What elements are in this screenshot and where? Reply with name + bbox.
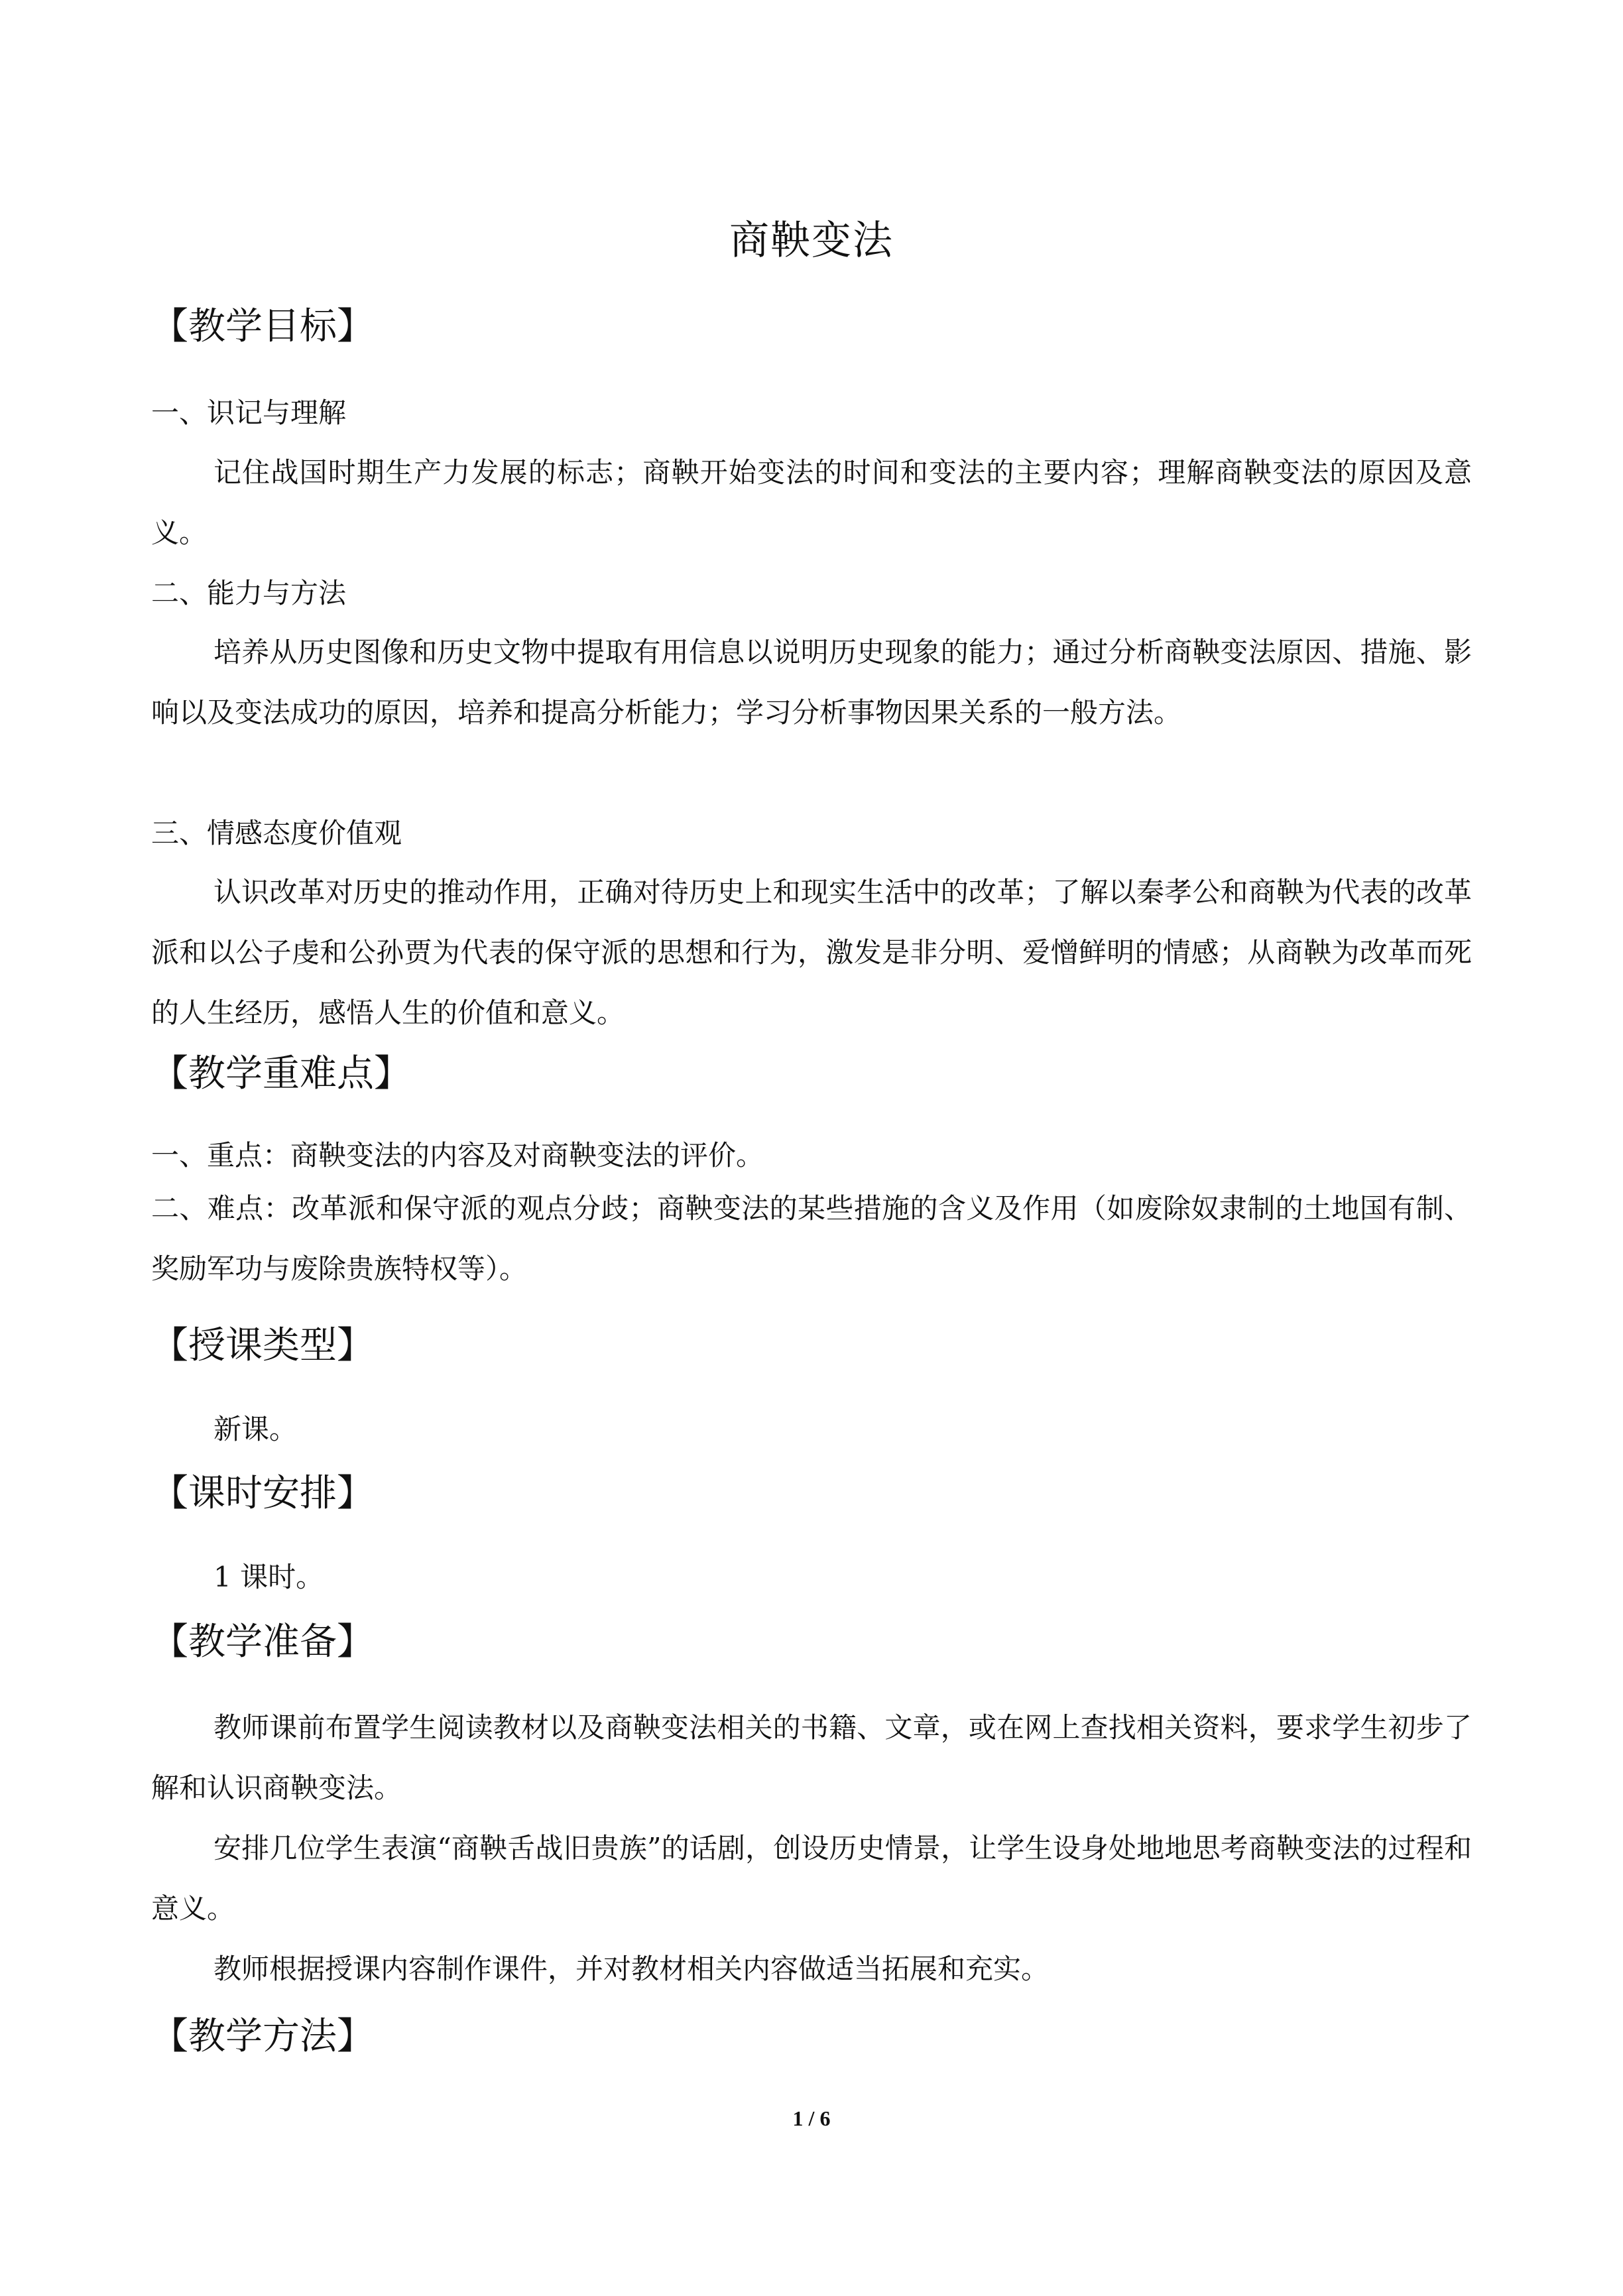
- lesson-type-text: 新课。: [213, 1413, 298, 1445]
- objective-2-title: 二、能力与方法: [151, 577, 347, 609]
- heading-lesson-type: 【授课类型】: [151, 1324, 374, 1367]
- objective-1-text: 记住战国时期生产力发展的标志；商鞅开始变法的时间和变法的主要内容；理解商鞅变法的原因及意义。: [151, 456, 1472, 549]
- class-schedule-text: 1 课时。: [213, 1561, 324, 1593]
- page-number: 1 / 6: [792, 2106, 831, 2130]
- objective-2-text: 培养从历史图像和历史文物中提取有用信息以说明历史现象的能力；通过分析商鞅变法原因、措施、影响以及变法成功的原因，培养和提高分析能力；学习分析事物因果关系的一般方法。: [151, 636, 1472, 729]
- heading-class-schedule: 【课时安排】: [151, 1472, 374, 1515]
- objective-3-text: 认识改革对历史的推动作用，正确对待历史上和现实生活中的改革；了解以秦孝公和商鞅为代表的改革派和以公子虔和公孙贾为代表的保守派的思想和行为，激发是非分明、爱憎鲜明的情感；从商鞅为改革而死的人生经历，感悟人生的价值和意义。: [151, 876, 1472, 1029]
- heading-teaching-preparation: 【教学准备】: [151, 1620, 374, 1663]
- preparation-paragraph-1: 教师课前布置学生阅读教材以及商鞅变法相关的书籍、文章，或在网上查找相关资料，要求学生初步了解和认识商鞅变法。: [151, 1711, 1472, 1804]
- key-point: 一、重点：商鞅变法的内容及对商鞅变法的评价。: [151, 1139, 764, 1172]
- heading-teaching-methods: 【教学方法】: [151, 2015, 374, 2058]
- preparation-paragraph-3: 教师根据授课内容制作课件，并对教材相关内容做适当拓展和充实。: [213, 1953, 1050, 1985]
- objective-3-title: 三、情感态度价值观: [151, 817, 402, 849]
- heading-key-difficult-points: 【教学重难点】: [151, 1052, 411, 1095]
- objective-1-title: 一、识记与理解: [151, 396, 347, 429]
- heading-teaching-objectives: 【教学目标】: [151, 305, 374, 348]
- preparation-paragraph-2: 安排几位学生表演“商鞅舌战旧贵族”的话剧，创设历史情景，让学生设身处地地思考商鞅变法的过程和意义。: [151, 1832, 1472, 1925]
- difficult-point: 二、难点：改革派和保守派的观点分歧；商鞅变法的某些措施的含义及作用（如废除奴隶制的土地国有制、奖励军功与废除贵族特权等）。: [151, 1192, 1472, 1285]
- document-title: 商鞅变法: [729, 217, 894, 264]
